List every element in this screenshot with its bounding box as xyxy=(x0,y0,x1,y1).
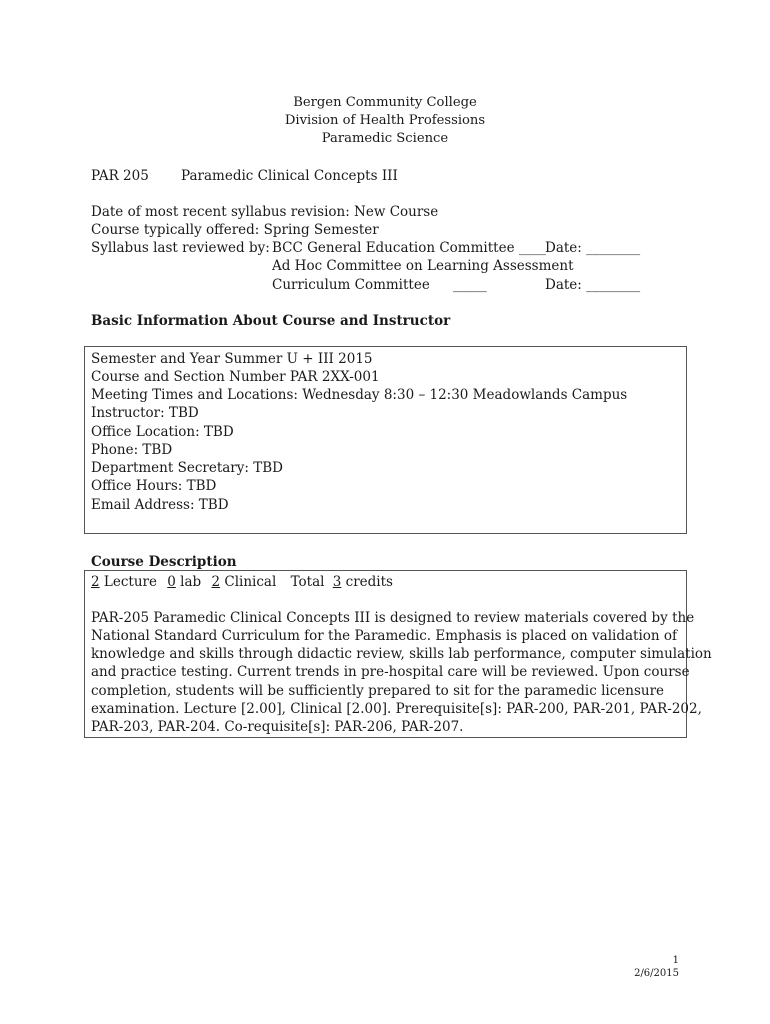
course-code: PAR 205 xyxy=(91,168,149,184)
info-secretary: Department Secretary: TBD xyxy=(91,460,283,476)
program-name: Paramedic Science xyxy=(321,131,449,146)
footer-date: 2/6/2015 xyxy=(634,968,679,979)
division-name: Division of Health Professions xyxy=(284,113,486,128)
credits-label: credits xyxy=(345,574,393,590)
description-line: National Standard Curriculum for the Paramedic. Emphasis is placed on validation of xyxy=(91,628,678,644)
committee-gen-ed: BCC General Education Committee ____ xyxy=(272,240,546,256)
description-line: knowledge and skills through didactic review, skills lab performance, computer simulation xyxy=(91,646,712,662)
info-meeting: Meeting Times and Locations: Wednesday 8:30 – 12:30 Meadowlands Campus xyxy=(91,387,628,403)
clinical-label: Clinical xyxy=(224,574,277,590)
recent-revision: Date of most recent syllabus revision: New Course xyxy=(91,204,439,220)
credit-breakdown xyxy=(91,573,393,591)
course-title: Paramedic Clinical Concepts III xyxy=(181,168,398,184)
description-line: PAR-203, PAR-204. Co-requisite[s]: PAR-206, PAR-207. xyxy=(91,719,464,735)
lecture-label: Lecture xyxy=(103,574,157,590)
committee-gen-ed-date: Date: ________ xyxy=(545,240,641,256)
info-email: Email Address: TBD xyxy=(91,497,229,513)
info-office-location: Office Location: TBD xyxy=(91,424,234,440)
lecture-hours: 2 xyxy=(91,574,100,590)
reviewed-by-label: Syllabus last reviewed by: xyxy=(91,240,270,256)
total-credits: 3 xyxy=(332,574,342,590)
description-line: and practice testing. Current trends in pre-hospital care will be reviewed. Upon course xyxy=(91,664,690,680)
clinical-hours: 2 xyxy=(211,574,221,590)
description-line: completion, students will be sufficiently prepared to sit for the paramedic licensure xyxy=(91,683,665,699)
lab-label: lab xyxy=(180,574,202,590)
committee-ad-hoc: Ad Hoc Committee on Learning Assessment xyxy=(272,258,574,274)
info-section: Course and Section Number PAR 2XX-001 xyxy=(91,369,380,385)
info-office-hours: Office Hours: TBD xyxy=(91,478,217,494)
info-instructor: Instructor: TBD xyxy=(91,405,199,421)
description-line: PAR-205 Paramedic Clinical Concepts III is designed to review materials covered by the xyxy=(91,610,695,626)
committee-curriculum-date: Date: ________ xyxy=(545,277,641,293)
page-number: 1 xyxy=(672,955,679,966)
typically-offered: Course typically offered: Spring Semester xyxy=(91,222,379,238)
college-name: Bergen Community College xyxy=(293,95,477,110)
basic-info-heading: Basic Information About Course and Instructor xyxy=(91,313,451,329)
committee-curriculum: Curriculum Committee xyxy=(272,277,430,293)
info-phone: Phone: TBD xyxy=(91,442,173,458)
total-label: Total xyxy=(290,574,325,590)
description-line: examination. Lecture [2.00], Clinical [2.00]. Prerequisite[s]: PAR-200, PAR-201, PAR-202, xyxy=(91,701,702,717)
lab-hours: 0 xyxy=(167,574,176,590)
committee-curriculum-blank: _____ xyxy=(453,277,487,293)
course-description-heading: Course Description xyxy=(91,554,237,570)
info-semester: Semester and Year Summer U + III 2015 xyxy=(91,351,373,367)
